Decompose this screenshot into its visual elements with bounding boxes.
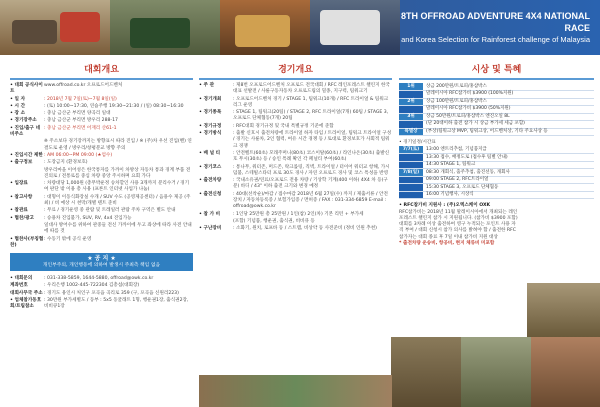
- overview-value: : AM 06:00~PM 09:00 (★엄수): [44, 152, 113, 158]
- schedule-label: [399, 176, 423, 184]
- race-photo-4: [310, 0, 400, 55]
- prize-row: [399, 128, 594, 136]
- overview-row: [10, 195, 193, 208]
- overview-key: • 출구정보: [10, 160, 33, 166]
- overview-row: [10, 223, 193, 236]
- notice-box: [10, 253, 193, 271]
- overview-value: : 차량대당 1,000원 (총무박운정 승차할인 사용 3개까지 분리수거 / 경기여 판단 밖 이용 총 사용 (프론트 인터넷 사업가 나눔): [44, 181, 190, 193]
- race-value: : 국내소유권/연료/오프로드 전용 차량 / 기상학 기계(400 이하) 4X4 차 등(구분) 바디 / 43" 이하 출전 크기와 변경 예정: [233, 178, 388, 190]
- prize-value: 말레이시아 RFC참가비 $3900 (100%지원): [423, 91, 594, 99]
- overview-value: www.offroad.co.kr 오프로드어드벤처: [44, 83, 123, 88]
- overview-value: : 충남 금산군 부리면 양곡리 일대: [44, 111, 111, 117]
- overview-key: • 협찬/광고: [10, 215, 34, 221]
- race-value: : 안전벨트(60초) 모래주머니(80초) 코스이탈(60초) / 라인나온(30초) 출발신호 무시(30초) 등 / 승인 특례 확인 각 페널티 부여(60초): [233, 150, 390, 163]
- overview-title: 대회개요: [10, 62, 193, 80]
- contact-key: • 업체참가동호회/트립참소: [10, 298, 42, 310]
- schedule-row: [399, 191, 594, 199]
- schedule-table: [399, 146, 594, 199]
- race-key: • 참 가 비: [199, 211, 221, 217]
- schedule-row: [399, 161, 594, 169]
- overview-value: : 도장금지 (환경보호): [44, 160, 88, 166]
- race-row: [199, 151, 392, 164]
- schedule-value: 15:30 STAGE 3, 오프로드 단체협동: [423, 184, 594, 192]
- overview-row: [10, 118, 193, 124]
- race-list: [199, 83, 392, 233]
- race-photo-3: [220, 0, 310, 55]
- prize-value: (부상)팀워크상 MVP, 팀워크상, 어드벤처상, 기타 주요사상 등: [423, 128, 594, 136]
- prize-value: 말레이시아 RFC참가비 $3900 (50%지원): [423, 106, 594, 114]
- schedule-value: 09:00 STAGE 2, RFC트라이얼: [423, 176, 594, 184]
- race-key: • 경기종목: [199, 110, 222, 116]
- schedule-label: 7/8(일): [399, 169, 423, 177]
- race-key: • 출전신청: [199, 191, 222, 197]
- overview-key: • 일 자: [10, 96, 26, 102]
- schedule-label: [399, 154, 423, 162]
- race-row: [199, 83, 392, 96]
- overview-key: • 참관료: [10, 208, 28, 214]
- notice-heading: ★ 공 지 ★: [87, 255, 116, 263]
- overview-row: [10, 104, 193, 110]
- overview-value: : (토) 10:00~17:30, 연습주행 19:30~21:30 / (일) 08:30~16:30: [44, 103, 184, 109]
- race-key: • 주 관: [199, 83, 215, 88]
- prize-label: [399, 91, 423, 99]
- contact-value: : 경기도 용인시 처인구 포곡읍 곡리로 359 (구, 포곡읍 신원리223): [44, 290, 179, 296]
- race-value: : 40대(선착순)/마감 / 접수마감 2018년 6월 27일(수) 까지 / 제출서류 / 안전장치 / 자동차등록증 / 보험가입증 / 면허증 / FAX : 031-334-6859 E-mail : offroad@owk.co.kr: [233, 191, 388, 210]
- rfc-warning: * 출전차량 운송비, 항공비, 현지 체류비 미포함: [399, 241, 495, 247]
- schedule-row: [399, 154, 594, 162]
- prize-label: [399, 106, 423, 114]
- overview-value: : 충남 금산군 부리면 방우리 288-17: [44, 118, 118, 124]
- schedule-value: 13:30 접수, 배정도로 (접수후 팀별 안내): [423, 154, 594, 162]
- race-photo-bottom: [199, 375, 392, 407]
- schedule-row: [399, 184, 594, 192]
- offroad-car-shape: [320, 10, 380, 45]
- overview-row: [10, 97, 193, 103]
- prize-label: 3위: [399, 113, 423, 121]
- contact-row: [10, 276, 193, 282]
- schedule-value: 08:30 개회식, 출주추첨, 출진선동, 개회사: [423, 169, 594, 177]
- overview-key: • 경기장주소: [10, 118, 37, 124]
- race-value: : STAGE 1, 팀워크(20팀) / STAGE 2, RFC 트라이얼(7개) 60팀 / STAGE 3, 오프로드 단체협동(7개) 20팀: [233, 110, 389, 122]
- race-value: : 오프로드어드벤처 경기 / STAGE 1, 팀워크(10개) / RFC 트라이얼 & 팀워크 리그 운영: [233, 96, 389, 108]
- race-key: [199, 219, 233, 225]
- offroad-car-shape: [60, 12, 100, 42]
- race-photo-side: [527, 283, 600, 337]
- offroad-car-shape: [12, 20, 57, 44]
- overview-value: : 무료 / 경기운영 중 관람 및 트레일러 관람 주차 구역은 별도 안내: [44, 208, 176, 214]
- race-column: [199, 62, 392, 402]
- race-value: : 소화기, 원치, 로프바 등 / 스트랩, 비상약 등 사전준비 (정비 인원 추천): [233, 226, 377, 232]
- banner-title-line1: 8TH OFFROAD ADVENTURE 4X4 NATIONAL RACE: [400, 11, 590, 33]
- overview-row: [10, 181, 193, 194]
- overview-key: • 입장료: [10, 181, 28, 187]
- contact-key: • 대회문의: [10, 276, 33, 282]
- overview-row: [10, 168, 193, 181]
- overview-key: • 장 소: [10, 111, 26, 117]
- race-key: • 구난장비: [199, 226, 222, 232]
- schedule-heading: • 경기일정/시간표: [399, 140, 436, 145]
- prize-row: [399, 106, 594, 114]
- prize-label: 특별상: [399, 128, 423, 136]
- schedule-row: [399, 176, 594, 184]
- overview-key: • 진입시간 제한: [10, 152, 43, 158]
- race-photo-5: [391, 337, 461, 407]
- contact-value: : 031-338-5859, 1644-5880, offroad@owk.co.kr: [44, 276, 154, 282]
- overview-list: [10, 83, 193, 249]
- schedule-label: 7/7(토): [399, 146, 423, 154]
- race-key: • 경기규정: [199, 123, 222, 129]
- race-value: : 1인당 25만원 총 25만원 / 1인(참) 2인(차) 기본 리턴 + 부가세: [233, 211, 364, 217]
- contact-row: [10, 298, 193, 311]
- offroad-car-shape: [130, 18, 190, 48]
- prize-label: [399, 121, 423, 129]
- notice-body: 개인부주의, 개인행동에 의하여 발생시 주최측 책임 없음: [42, 263, 161, 269]
- race-photo-6: [461, 337, 531, 407]
- overview-key: [10, 168, 44, 181]
- race-row: [199, 165, 392, 178]
- contact-value: : 30만원 부가세별도 / 동부 : 5x5 동굴래트 1형, 행운권1장, 출식권2장, 비비큐1장: [44, 298, 189, 310]
- overview-value: ※ 주소보다 경기장까지는 방향표시 따라 진입 / ※ (주)차 우선 진입(밴) 연결도로 운영 / 방우리/창평분교 방향 주의: [44, 139, 192, 151]
- prize-table: [399, 83, 594, 136]
- schedule-row: [399, 146, 594, 154]
- schedule-label: [399, 191, 423, 199]
- race-key: • 경기방식: [199, 131, 222, 137]
- race-photo-7: [531, 337, 600, 407]
- overview-key: • 협찬사(부칭협찬): [10, 236, 44, 248]
- race-title: 경기개요: [199, 62, 392, 80]
- race-photo-strip: [391, 337, 600, 407]
- race-key: • 출전차량: [199, 178, 222, 184]
- race-value: (포함) 기념품, 행운권, 출식권, 비비큐 등: [233, 218, 315, 224]
- contact-row: [10, 283, 193, 289]
- prize-row: [399, 121, 594, 129]
- overview-row: [10, 216, 193, 222]
- overview-column: [10, 62, 193, 402]
- overview-row: [10, 237, 193, 250]
- prize-label: 1위: [399, 83, 423, 91]
- race-value: : RFC대회 경기규정 및 국내 특별규정 기준에 준함: [233, 123, 334, 129]
- prize-label: 2위: [399, 98, 423, 106]
- race-row: [199, 97, 392, 110]
- overview-key: [10, 139, 44, 152]
- overview-value: 일대사 방어수를 위하여 관중들 전신 가까이에 두고 좌상에 따라 사전 안내에 따를 것: [44, 222, 192, 235]
- schedule-value: 16:00 기념행사, 시상식: [423, 191, 594, 199]
- overview-value: 방우리마을 이어성은 한국통자를 가까이 차방상 자동차 통과 경계 부품 전진의로 / 전통로를 중심 차량 중앙 주시하며 요회 가다: [44, 167, 191, 179]
- race-row: [199, 226, 392, 232]
- overview-row: [10, 111, 193, 117]
- overview-value: : 대형이 이동식화장실 수개 / SUV 수도 (공영제공센터) / 음용수 제공 (주최) / 비 예상 시 천막/개별 텐트 준비: [44, 194, 191, 207]
- race-row: [199, 192, 392, 211]
- overview-key: [10, 223, 44, 236]
- race-value: : 통나무, 워터존, 머드존, 락크롤링, 직벽, 트라이얼 / 터이어 워터교 항해, 가시덤불, 스테빌스타터 프로 30도 경사 / 자연 오프로드 경사 및 코스 특성을 반영: [233, 164, 390, 176]
- overview-value: : 2018년 7월 7일(토)~7월 8일(일): [44, 96, 117, 102]
- race-row: [199, 131, 392, 150]
- race-photo-2: [110, 0, 220, 55]
- overview-value: : 수동기 밖에 공식 운영: [44, 236, 92, 242]
- prize-row: [399, 98, 594, 106]
- overview-row: [10, 208, 193, 214]
- banner-title-line2: and Korea Selection for Rainforest challenge of Malaysia: [401, 35, 590, 44]
- race-key: • 경기개최: [199, 96, 222, 102]
- race-row: [199, 219, 392, 225]
- overview-key: • 참고사항: [10, 194, 33, 200]
- overview-row: [10, 139, 193, 152]
- race-value: : 제8번 오프로드어드벤처 오프로드 전국대회 / RFC 레인포레스트 챌린지 한국대표 선발전 / 사륜구동자동차 오프로드림의 밀종, 지구력, 팀워크기: [233, 83, 390, 95]
- rfc-body: RFC참가비는 2018년 11월 말레이시아에서 개최되는 레인포레스트 챌린지 참가 시 지원됩니다. (참가비 $3900 포함) 대회를 3차례 이상 출전하여 영구 누적되는 포인트 사용 자격 부여 / 대회 신청시 참가 의사를 밝혀야 함 / 출전한 RFC 참가자는 대회 종료 후 7일 이내 참가비 지원 대상: [399, 209, 518, 240]
- header-banner: [0, 0, 600, 55]
- race-row: [199, 124, 392, 130]
- race-photo-1: [0, 0, 110, 55]
- prize-row: [399, 91, 594, 99]
- prize-value: 상금 100만원/트로피/홍삼박스: [423, 98, 594, 106]
- prize-row: [399, 113, 594, 121]
- overview-row: [10, 126, 193, 139]
- contact-key: 계좌번호: [10, 283, 28, 289]
- schedule-label: [399, 161, 423, 169]
- contact-row: [10, 291, 193, 297]
- race-value: : 출발 신호시 출전차량에 트라이얼 하자 타임 / 트라이얼, 팀워크 트라이얼 구성 / 경기는 사륜차, 2인 협력, 여유 시간 경쟁 등 / 토대로 환경보호가 사회적 팀워크 경쟁: [233, 131, 392, 149]
- overview-row: [10, 160, 193, 166]
- prize-value: 상금 50만원/트로피/홍삼박스 엔진오일 8L: [423, 113, 594, 121]
- overview-key: • 진입/출구 네비주소: [10, 125, 41, 138]
- overview-row: [10, 153, 193, 159]
- race-row: [199, 110, 392, 123]
- banner-title: [395, 10, 590, 45]
- contact-key: 대회사무국 주소: [10, 290, 43, 296]
- rfc-title: • RFC참가비 지원사 : (주)오엑스케이 OXK: [399, 203, 491, 209]
- race-row: [199, 178, 392, 191]
- offroad-car-shape: [235, 15, 290, 47]
- overview-value: : 승용차 진입불가, SUV, RV, 4x4 진입가능: [44, 215, 132, 221]
- schedule-label: [399, 184, 423, 192]
- schedule-row: [399, 169, 594, 177]
- race-key: • 경기코스: [199, 164, 222, 170]
- contact-list: [10, 276, 193, 310]
- contact-value: : 우리은행 1002-445-722304 김총섭(대회장): [44, 283, 140, 289]
- overview-value: : 충남 금산군 부리면 어재리 산61-1: [44, 125, 117, 131]
- schedule-value: 14:30 STAGE 1, 팀워크: [423, 161, 594, 169]
- prize-value: (단 20대이하 출전 참가 시 상금 부가세 세금 포함): [423, 121, 594, 129]
- race-row: [199, 212, 392, 218]
- overview-key: • 대회 공식사이트: [10, 83, 43, 95]
- prize-row: [399, 83, 594, 91]
- prize-title: 시상 및 특혜: [399, 62, 594, 80]
- race-key: • 배 널 티: [199, 150, 221, 156]
- schedule-value: 13:00 엔트리추첨, 기념품지급: [423, 146, 594, 154]
- overview-row: [10, 83, 193, 96]
- prize-value: 상금 200만원/트로피/홍삼박스: [423, 83, 594, 91]
- overview-key: • 시 간: [10, 103, 26, 109]
